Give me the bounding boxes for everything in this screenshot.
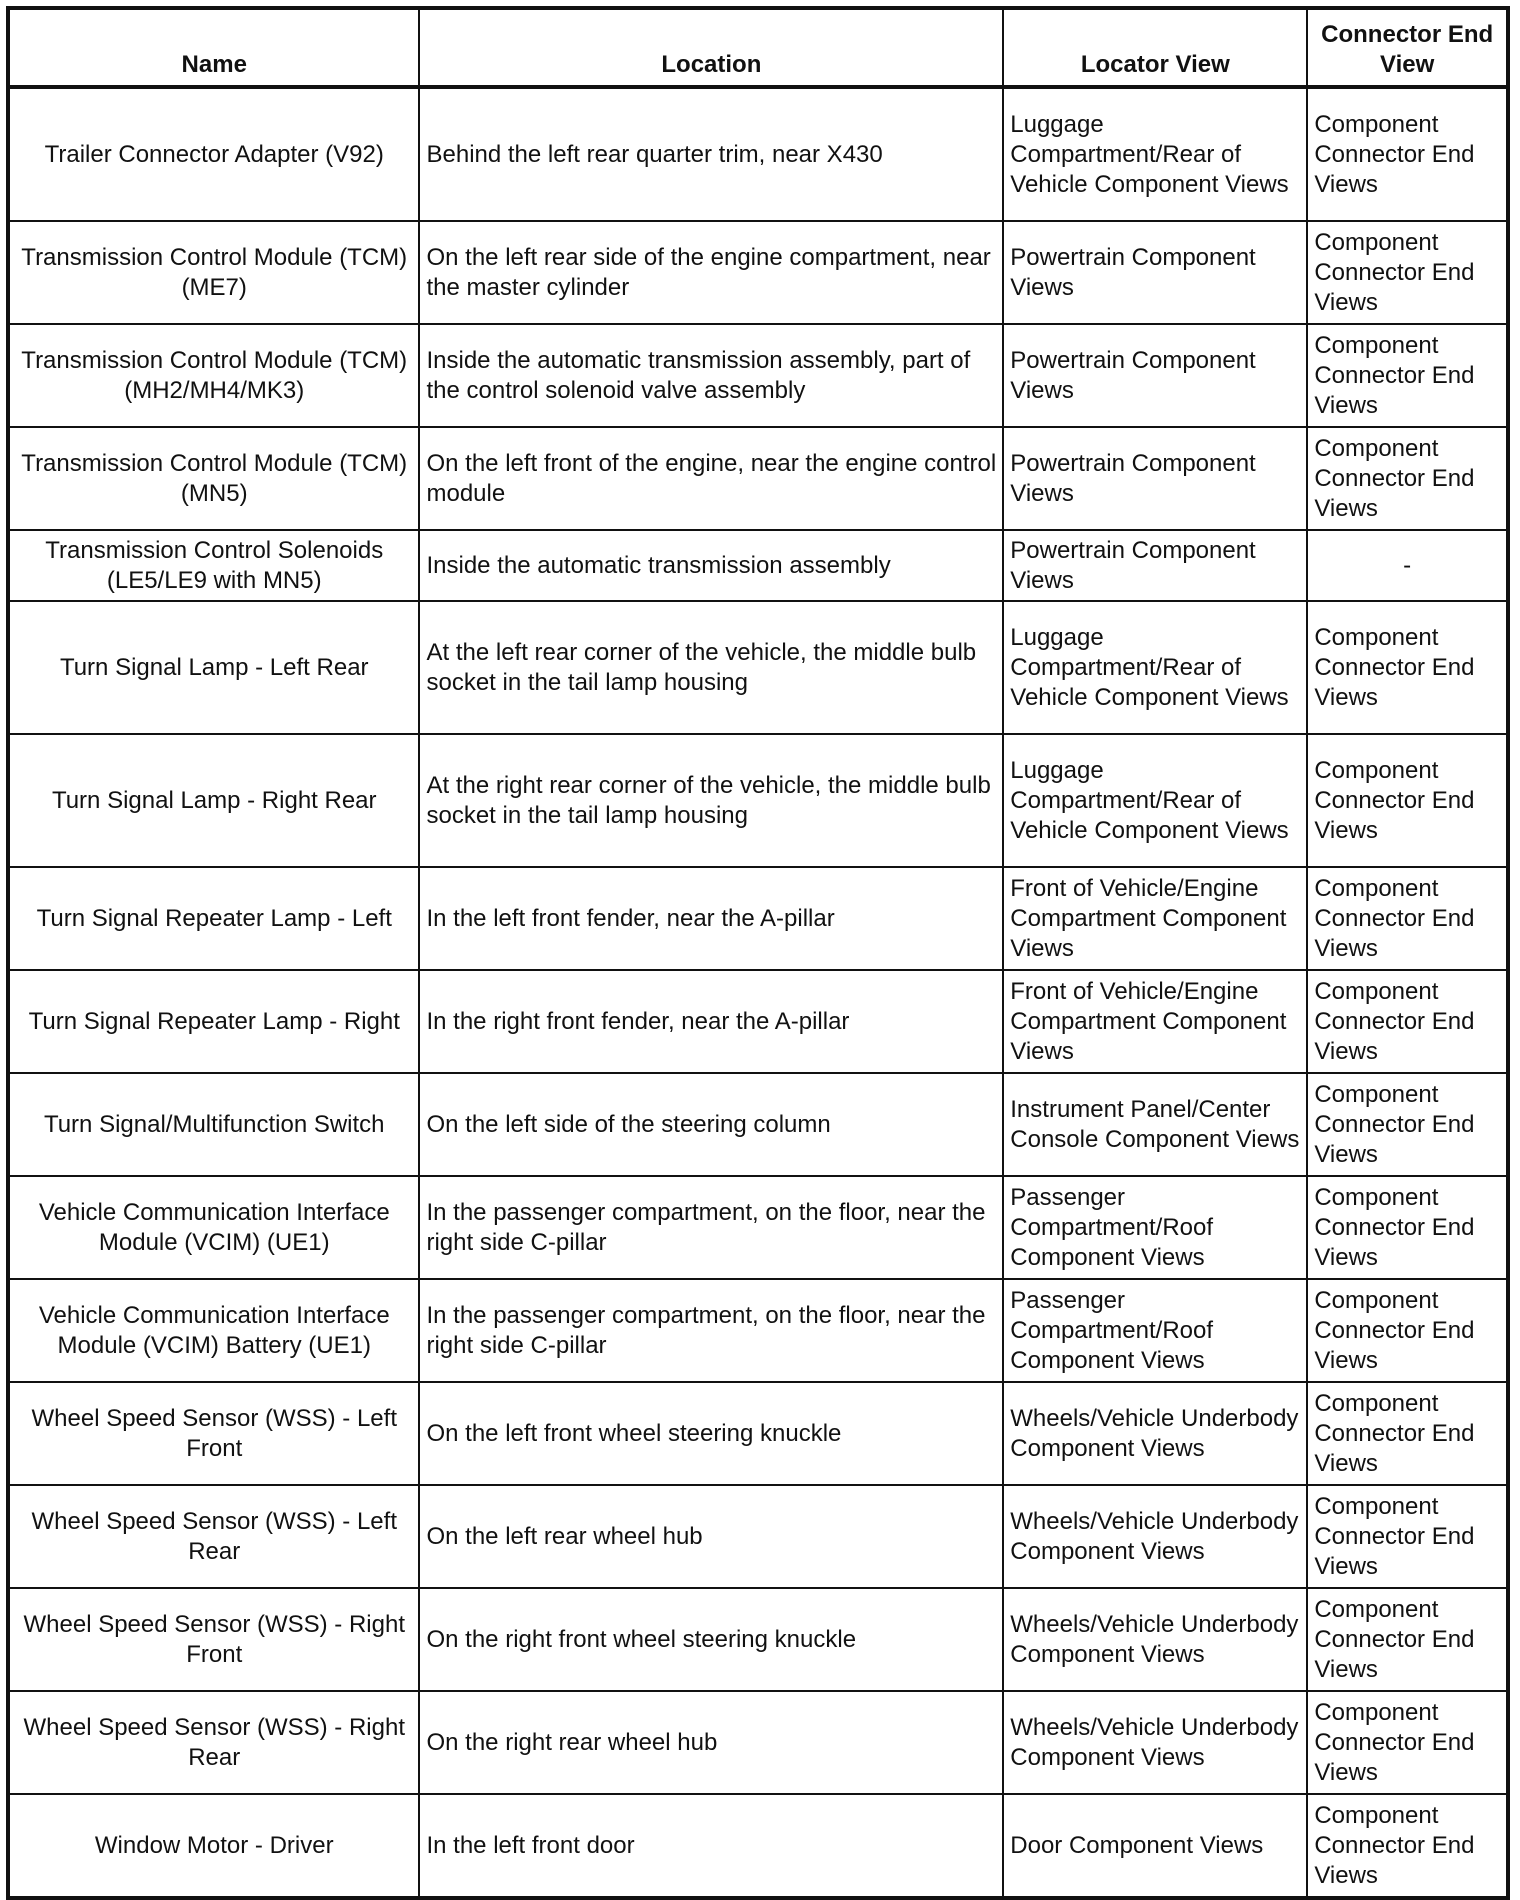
component-locator-table	[6, 6, 1510, 1900]
cell-connector-end-view: Component Connector End Views	[1307, 221, 1508, 324]
header-location: Location	[419, 8, 1003, 87]
table-body	[8, 87, 1508, 1898]
cell-name: Turn Signal Repeater Lamp - Left	[8, 867, 419, 970]
cell-name: Turn Signal Repeater Lamp - Right	[8, 970, 419, 1073]
cell-connector-end-view: Component Connector End Views	[1307, 1485, 1508, 1588]
cell-locator-view: Passenger Compartment/Roof Component Views	[1003, 1176, 1307, 1279]
cell-location: On the left side of the steering column	[419, 1073, 1003, 1176]
cell-name: Transmission Control Module (TCM) (MH2/MH4/MK3)	[8, 324, 419, 427]
header-name: Name	[8, 8, 419, 87]
table-row	[8, 1485, 1508, 1588]
cell-connector-end-view: Component Connector End Views	[1307, 1279, 1508, 1382]
cell-name: Vehicle Communication Interface Module (VCIM) (UE1)	[8, 1176, 419, 1279]
cell-locator-view: Instrument Panel/Center Console Component Views	[1003, 1073, 1307, 1176]
cell-connector-end-view: Component Connector End Views	[1307, 324, 1508, 427]
cell-locator-view: Powertrain Component Views	[1003, 324, 1307, 427]
header-row	[8, 8, 1508, 87]
cell-locator-view: Door Component Views	[1003, 1794, 1307, 1898]
table-row	[8, 867, 1508, 970]
cell-location: In the passenger compartment, on the floor, near the right side C-pillar	[419, 1176, 1003, 1279]
cell-name: Wheel Speed Sensor (WSS) - Left Rear	[8, 1485, 419, 1588]
cell-locator-view: Wheels/Vehicle Underbody Component Views	[1003, 1485, 1307, 1588]
table-row	[8, 1691, 1508, 1794]
table-row	[8, 1176, 1508, 1279]
cell-name: Transmission Control Module (TCM) (ME7)	[8, 221, 419, 324]
cell-location: Inside the automatic transmission assembly, part of the control solenoid valve assembly	[419, 324, 1003, 427]
table-row	[8, 601, 1508, 734]
cell-connector-end-view: Component Connector End Views	[1307, 1691, 1508, 1794]
cell-name: Turn Signal/Multifunction Switch	[8, 1073, 419, 1176]
header-connector-end-view: Connector End View	[1307, 8, 1508, 87]
table-row	[8, 1588, 1508, 1691]
cell-name: Wheel Speed Sensor (WSS) - Right Rear	[8, 1691, 419, 1794]
cell-connector-end-view: Component Connector End Views	[1307, 1073, 1508, 1176]
table-header	[8, 8, 1508, 87]
cell-location: On the left front wheel steering knuckle	[419, 1382, 1003, 1485]
cell-name: Wheel Speed Sensor (WSS) - Right Front	[8, 1588, 419, 1691]
cell-connector-end-view: Component Connector End Views	[1307, 1176, 1508, 1279]
cell-name: Transmission Control Solenoids (LE5/LE9 with MN5)	[8, 530, 419, 601]
table-row	[8, 87, 1508, 221]
table-row	[8, 1073, 1508, 1176]
cell-locator-view: Front of Vehicle/Engine Compartment Component Views	[1003, 867, 1307, 970]
cell-location: At the right rear corner of the vehicle, the middle bulb socket in the tail lamp housing	[419, 734, 1003, 867]
cell-connector-end-view: Component Connector End Views	[1307, 734, 1508, 867]
cell-name: Window Motor - Driver	[8, 1794, 419, 1898]
cell-location: In the passenger compartment, on the floor, near the right side C-pillar	[419, 1279, 1003, 1382]
cell-locator-view: Wheels/Vehicle Underbody Component Views	[1003, 1382, 1307, 1485]
table-row	[8, 324, 1508, 427]
cell-locator-view: Powertrain Component Views	[1003, 530, 1307, 601]
cell-name: Wheel Speed Sensor (WSS) - Left Front	[8, 1382, 419, 1485]
table-row	[8, 970, 1508, 1073]
table-row	[8, 427, 1508, 530]
cell-locator-view: Wheels/Vehicle Underbody Component Views	[1003, 1588, 1307, 1691]
cell-location: Inside the automatic transmission assembly	[419, 530, 1003, 601]
cell-name: Trailer Connector Adapter (V92)	[8, 87, 419, 221]
cell-connector-end-view: Component Connector End Views	[1307, 1794, 1508, 1898]
table-row	[8, 1794, 1508, 1898]
cell-connector-end-view: Component Connector End Views	[1307, 427, 1508, 530]
cell-location: At the left rear corner of the vehicle, the middle bulb socket in the tail lamp housing	[419, 601, 1003, 734]
table-row	[8, 1382, 1508, 1485]
header-locator-view: Locator View	[1003, 8, 1307, 87]
cell-location: On the left rear wheel hub	[419, 1485, 1003, 1588]
cell-name: Turn Signal Lamp - Right Rear	[8, 734, 419, 867]
cell-connector-end-view: Component Connector End Views	[1307, 1382, 1508, 1485]
table-row	[8, 221, 1508, 324]
cell-location: On the left rear side of the engine compartment, near the master cylinder	[419, 221, 1003, 324]
cell-locator-view: Luggage Compartment/Rear of Vehicle Component Views	[1003, 87, 1307, 221]
cell-location: On the right rear wheel hub	[419, 1691, 1003, 1794]
cell-locator-view: Luggage Compartment/Rear of Vehicle Component Views	[1003, 734, 1307, 867]
cell-location: On the left front of the engine, near the engine control module	[419, 427, 1003, 530]
cell-location: Behind the left rear quarter trim, near X430	[419, 87, 1003, 221]
cell-location: In the right front fender, near the A-pillar	[419, 970, 1003, 1073]
cell-connector-end-view: -	[1307, 530, 1508, 601]
cell-name: Transmission Control Module (TCM) (MN5)	[8, 427, 419, 530]
table-row	[8, 734, 1508, 867]
cell-connector-end-view: Component Connector End Views	[1307, 1588, 1508, 1691]
cell-connector-end-view: Component Connector End Views	[1307, 87, 1508, 221]
table-row	[8, 1279, 1508, 1382]
cell-connector-end-view: Component Connector End Views	[1307, 601, 1508, 734]
cell-connector-end-view: Component Connector End Views	[1307, 867, 1508, 970]
table-row	[8, 530, 1508, 601]
cell-name: Turn Signal Lamp - Left Rear	[8, 601, 419, 734]
cell-location: In the left front door	[419, 1794, 1003, 1898]
cell-locator-view: Wheels/Vehicle Underbody Component Views	[1003, 1691, 1307, 1794]
cell-name: Vehicle Communication Interface Module (VCIM) Battery (UE1)	[8, 1279, 419, 1382]
cell-connector-end-view: Component Connector End Views	[1307, 970, 1508, 1073]
cell-locator-view: Powertrain Component Views	[1003, 221, 1307, 324]
cell-locator-view: Front of Vehicle/Engine Compartment Component Views	[1003, 970, 1307, 1073]
cell-location: In the left front fender, near the A-pillar	[419, 867, 1003, 970]
cell-locator-view: Passenger Compartment/Roof Component Views	[1003, 1279, 1307, 1382]
cell-location: On the right front wheel steering knuckle	[419, 1588, 1003, 1691]
cell-locator-view: Powertrain Component Views	[1003, 427, 1307, 530]
cell-locator-view: Luggage Compartment/Rear of Vehicle Component Views	[1003, 601, 1307, 734]
